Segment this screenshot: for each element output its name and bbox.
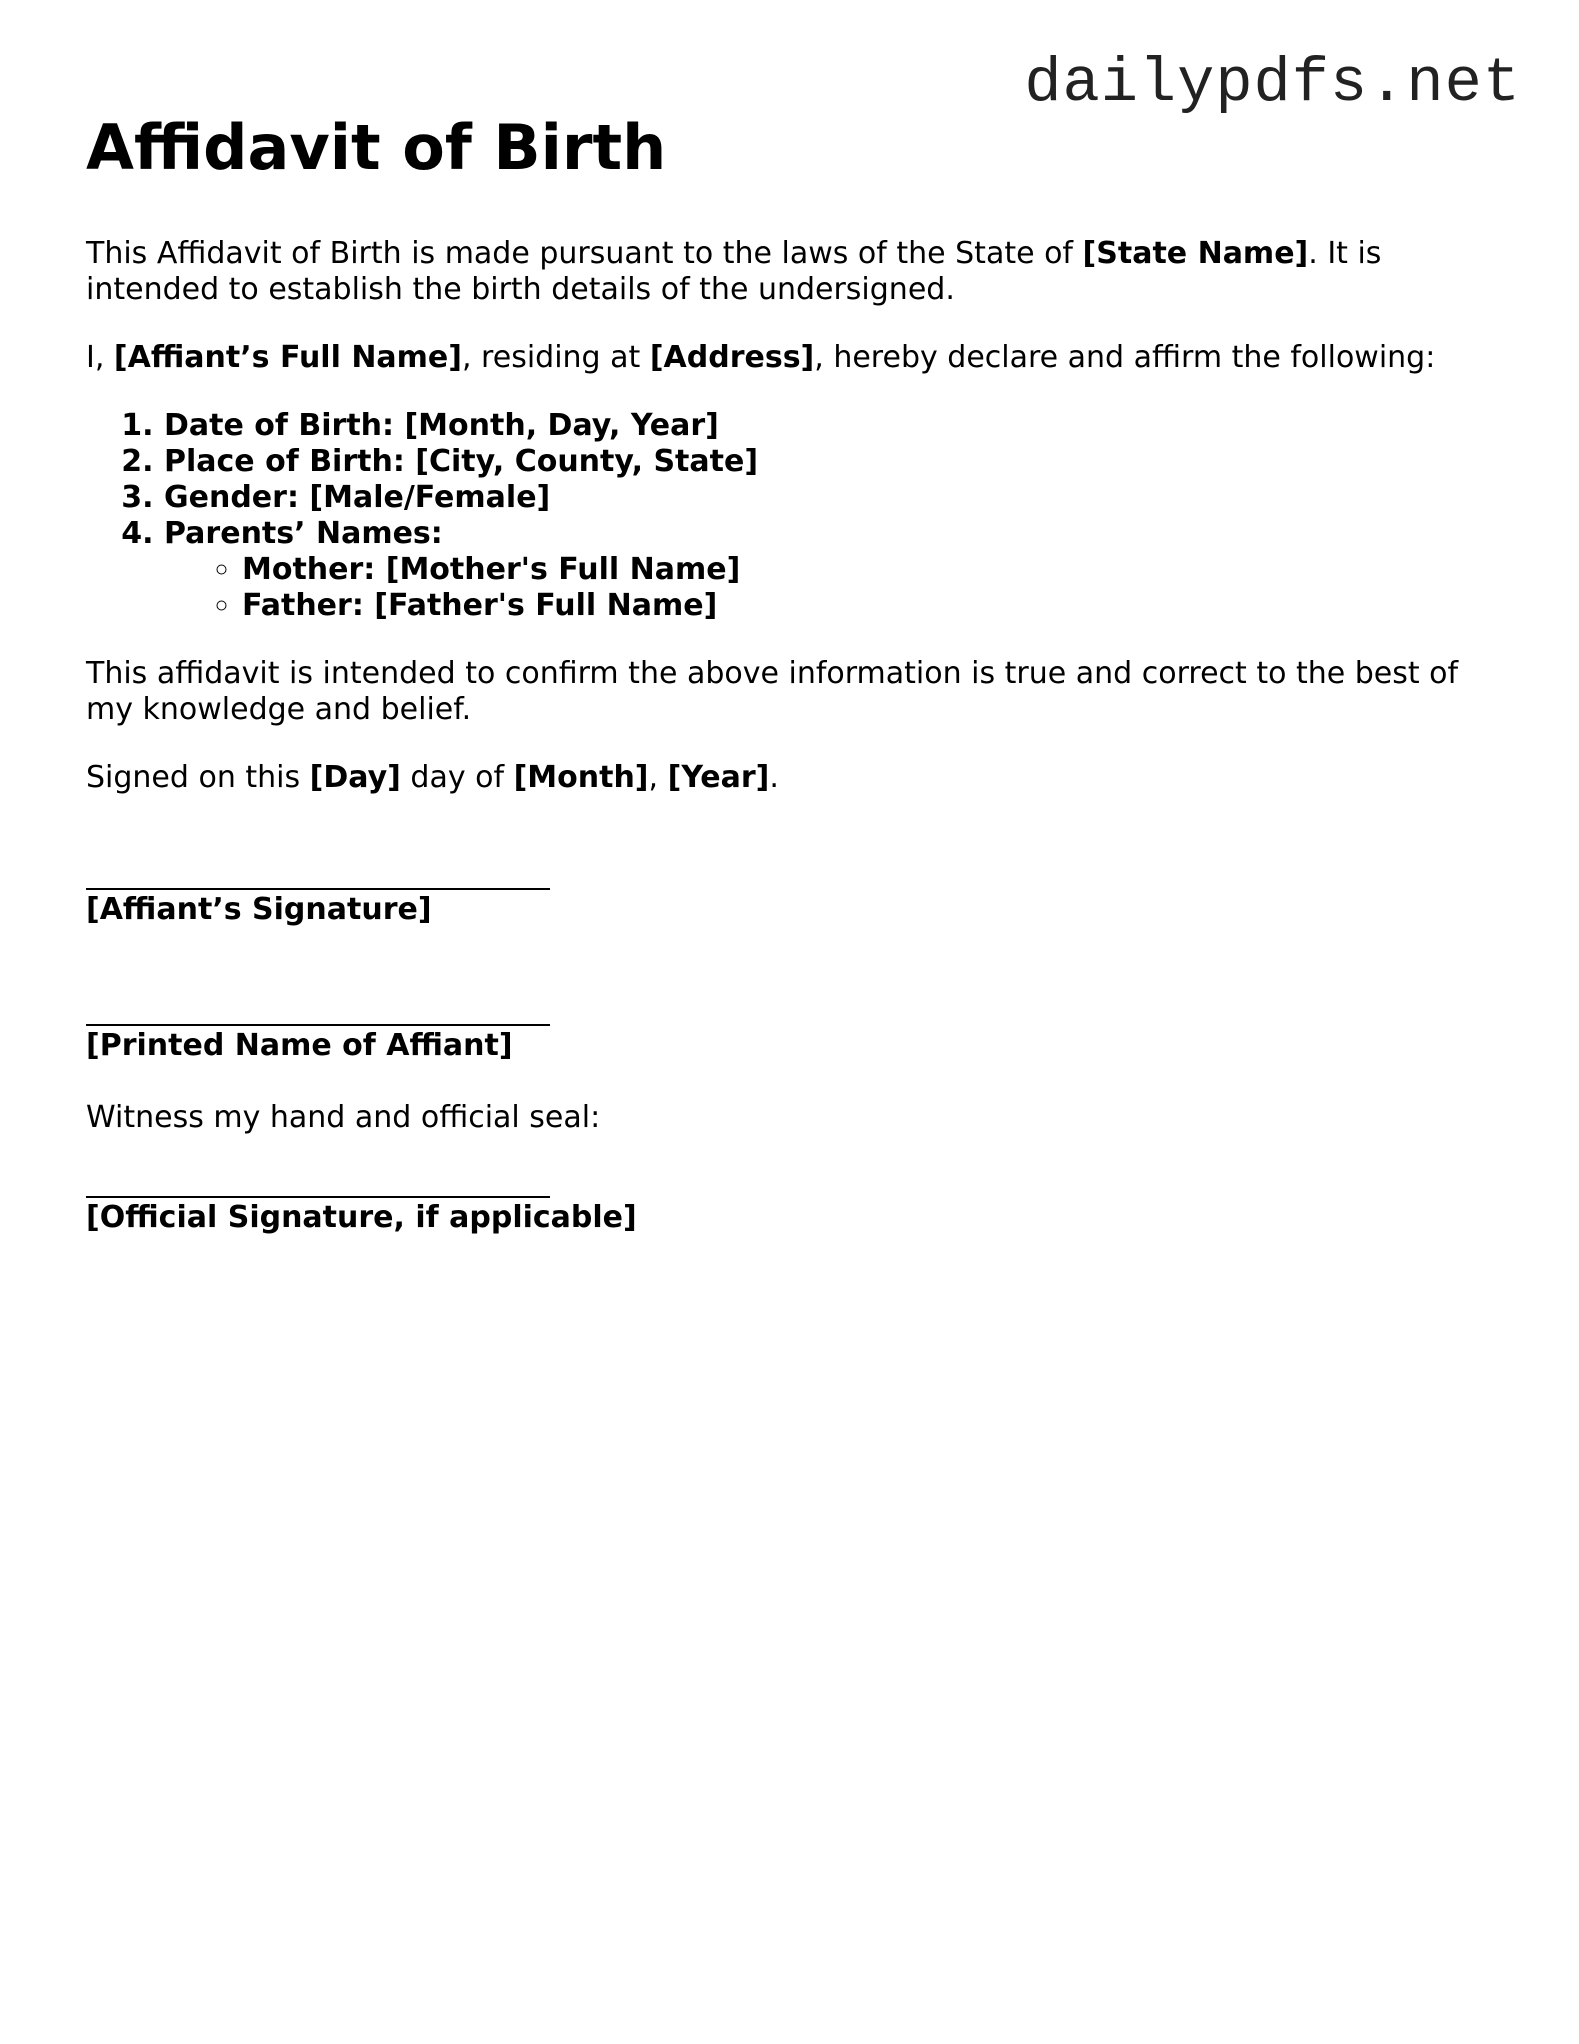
affiant-signature-block [86, 860, 1506, 928]
intro-paragraph [86, 236, 1506, 308]
printed-name-block [86, 996, 1506, 1064]
day-placeholder: [Day] [309, 760, 401, 795]
parents-list [164, 552, 1506, 624]
fact-place-of-birth: 2. Place of Birth: [City, County, State] [164, 444, 1506, 480]
declaration-text-3: , hereby declare and affirm the following: [814, 340, 1436, 375]
printed-name-label: [Printed Name of Affiant] [86, 1028, 513, 1063]
signed-text-1: Signed on this [86, 760, 310, 795]
witness-text: Witness my hand and official seal: [86, 1100, 601, 1135]
parent-father: ◦ Father: [Father's Full Name] [242, 588, 1506, 624]
watermark-logo: dailypdfs.net [1024, 48, 1521, 119]
affiant-signature-line [86, 860, 550, 890]
month-placeholder: [Month] [513, 760, 649, 795]
signed-text-2: day of [400, 760, 514, 795]
declaration-paragraph [86, 340, 1506, 376]
official-signature-label: [Official Signature, if applicable] [86, 1200, 637, 1235]
affiant-name-placeholder: [Affiant’s Full Name] [113, 340, 462, 375]
intro-text-1: This Affidavit of Birth is made pursuant to the laws of the State of [86, 236, 1083, 271]
document-body [86, 110, 1506, 1272]
signed-on-paragraph [86, 760, 1506, 796]
declaration-text-1: I, [86, 340, 114, 375]
parent-mother: ◦ Mother: [Mother's Full Name] [242, 552, 1506, 588]
birth-facts-list [86, 408, 1506, 624]
state-name-placeholder: [State Name] [1082, 236, 1309, 271]
year-placeholder: [Year] [667, 760, 770, 795]
signed-text-3: , [648, 760, 668, 795]
official-signature-line [86, 1168, 550, 1198]
intro-text-2: . It is intended to establish the birth details of the undersigned. [86, 236, 1382, 307]
parents-label: Parents’ Names: [164, 516, 443, 551]
signed-text-4: . [769, 760, 779, 795]
address-placeholder: [Address] [649, 340, 815, 375]
confirmation-paragraph: This affidavit is intended to confirm the above information is true and correct to the best of my knowledge and belief. [86, 656, 1459, 727]
declaration-text-2: , residing at [461, 340, 650, 375]
affiant-signature-label: [Affiant’s Signature] [86, 892, 432, 927]
fact-date-of-birth: 1. Date of Birth: [Month, Day, Year] [164, 408, 1506, 444]
fact-parents [164, 516, 1506, 624]
printed-name-line [86, 996, 550, 1026]
document-title: Affidavit of Birth [86, 111, 667, 184]
fact-gender: 3. Gender: [Male/Female] [164, 480, 1506, 516]
official-signature-block [86, 1168, 1506, 1236]
